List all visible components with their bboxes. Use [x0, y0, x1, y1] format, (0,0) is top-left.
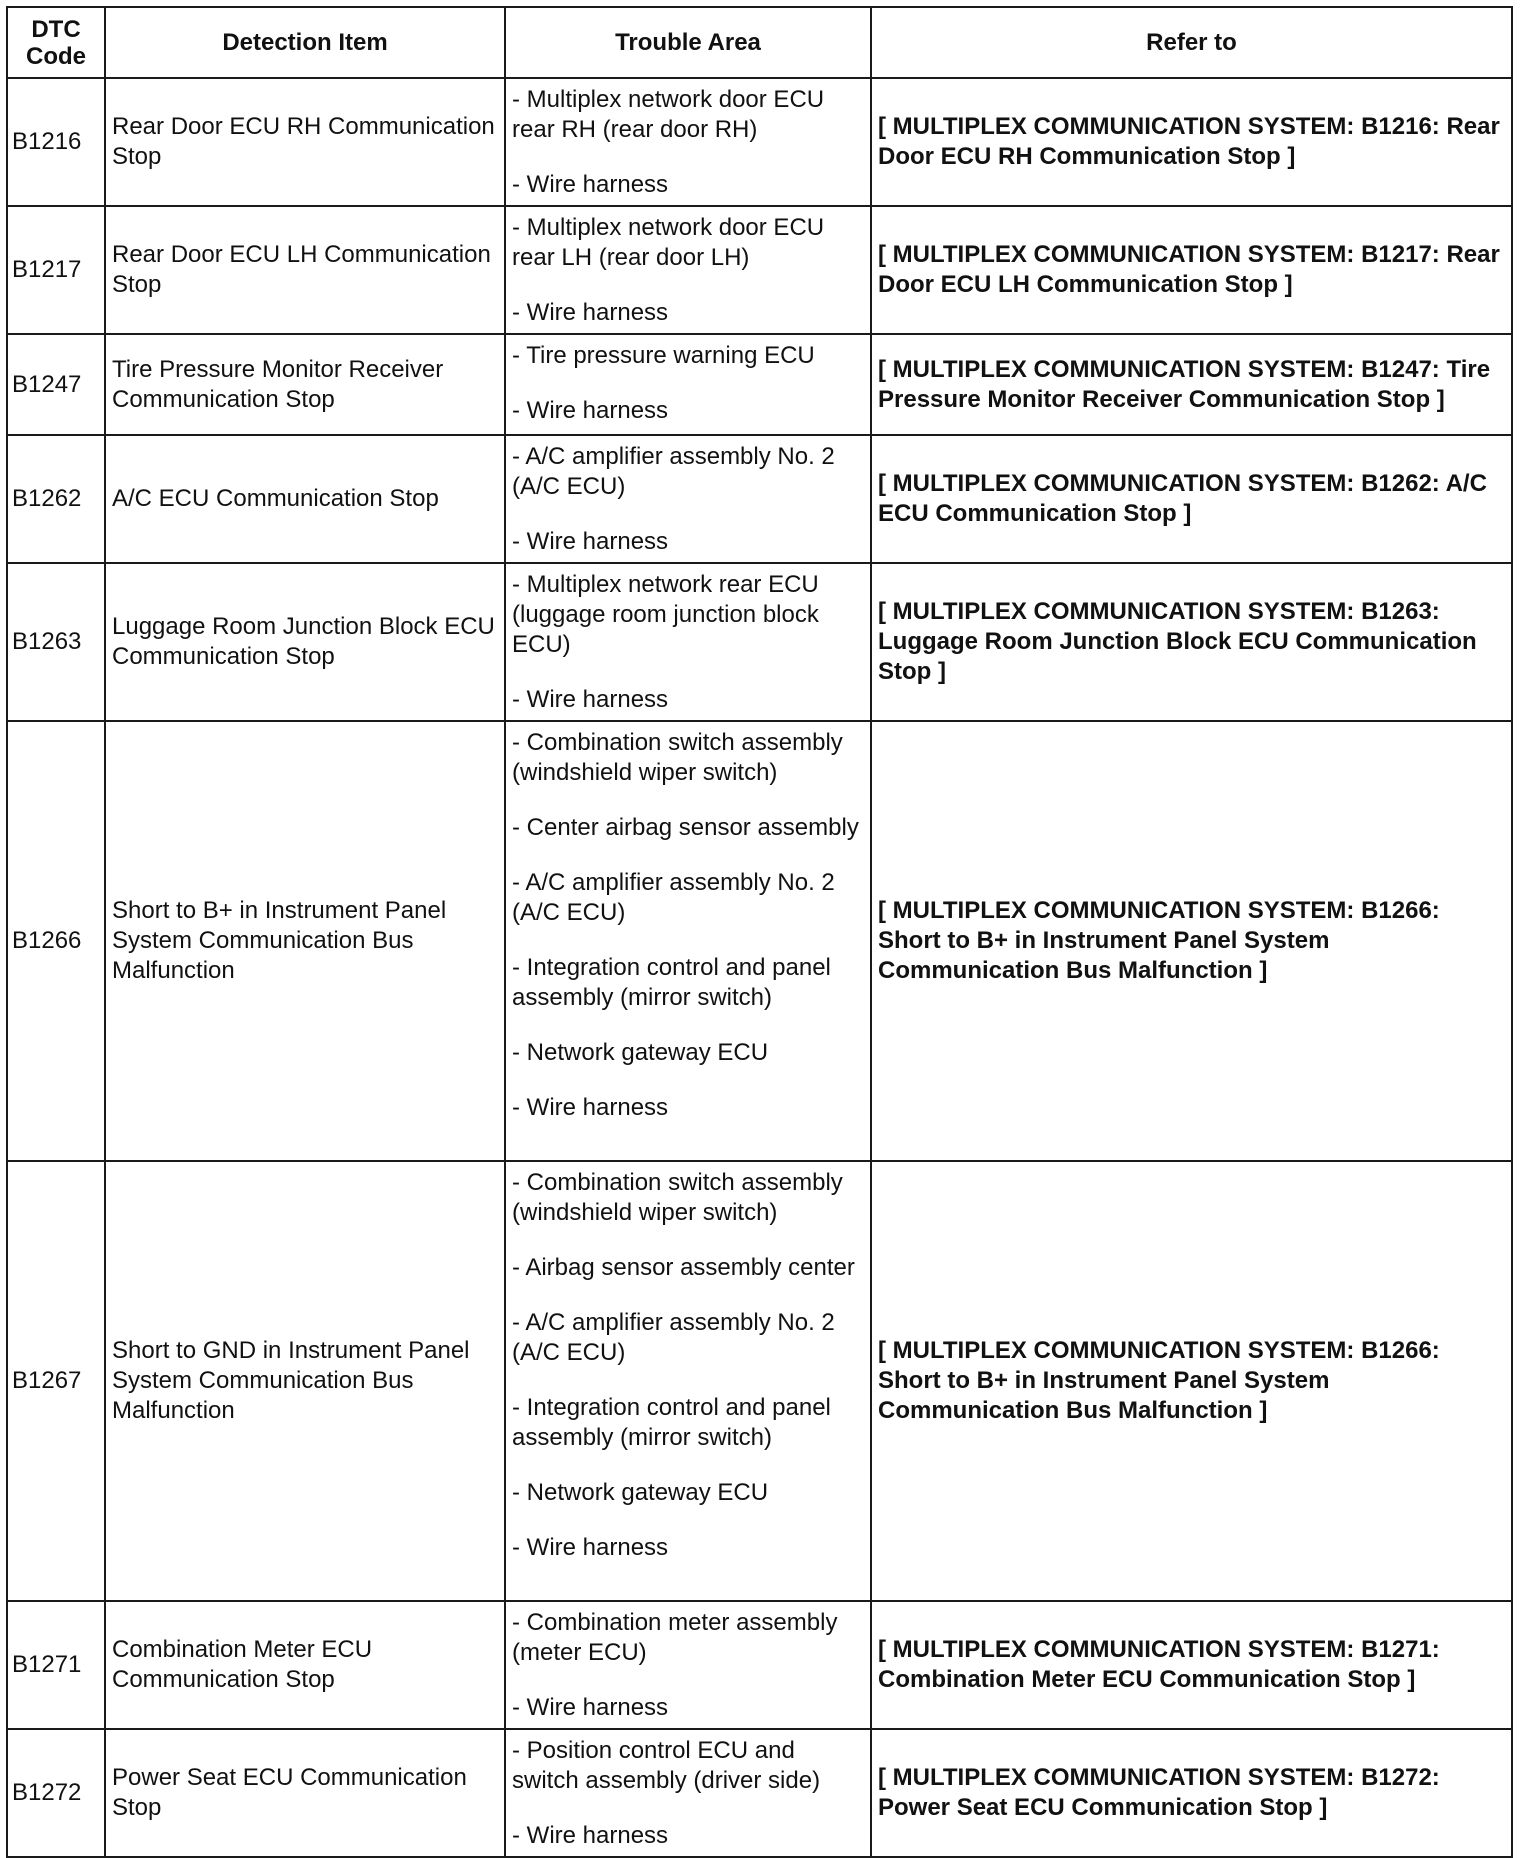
- trouble-area-item: - Network gateway ECU: [512, 1039, 769, 1066]
- detection-item-cell: Rear Door ECU RH Communication Stop: [105, 78, 505, 206]
- trouble-area-item: - A/C amplifier assembly No. 2 (A/C ECU): [512, 1309, 835, 1366]
- trouble-area-cell: [505, 435, 871, 563]
- trouble-area-item: - Wire harness: [512, 528, 669, 555]
- dtc-code-cell: B1216: [7, 78, 105, 206]
- trouble-area-item: - Wire harness: [512, 1094, 669, 1121]
- dtc-code-cell: B1271: [7, 1601, 105, 1729]
- trouble-area-item: - Center airbag sensor assembly: [512, 814, 859, 841]
- trouble-area-item: - Integration control and panel assembly (mirror switch): [512, 1394, 831, 1451]
- header-trouble-area: Trouble Area: [505, 7, 871, 78]
- dtc-code-cell: B1272: [7, 1729, 105, 1857]
- detection-item-cell: Short to GND in Instrument Panel System Communication Bus Malfunction: [105, 1161, 505, 1601]
- table-row: [7, 563, 1512, 721]
- trouble-area-item: - Combination switch assembly (windshield wiper switch): [512, 1169, 843, 1226]
- table-row: [7, 1161, 1512, 1601]
- trouble-area-cell: [505, 1729, 871, 1857]
- trouble-area-item: - Airbag sensor assembly center: [512, 1254, 855, 1281]
- table-body: [7, 78, 1512, 1857]
- trouble-area-item: - Multiplex network rear ECU (luggage room junction block ECU): [512, 571, 819, 658]
- table-row: [7, 1601, 1512, 1729]
- dtc-code-cell: B1217: [7, 206, 105, 334]
- refer-to-link[interactable]: [ MULTIPLEX COMMUNICATION SYSTEM: B1271: Combination Meter ECU Communication Stop ]: [871, 1601, 1512, 1729]
- trouble-area-cell: [505, 206, 871, 334]
- detection-item-cell: Luggage Room Junction Block ECU Communication Stop: [105, 563, 505, 721]
- trouble-area-item: - Wire harness: [512, 1534, 669, 1561]
- header-refer-to: Refer to: [871, 7, 1512, 78]
- detection-item-cell: Short to B+ in Instrument Panel System Communication Bus Malfunction: [105, 721, 505, 1161]
- dtc-code-cell: B1267: [7, 1161, 105, 1601]
- table-row: [7, 721, 1512, 1161]
- trouble-area-item: - Position control ECU and switch assembly (driver side): [512, 1737, 821, 1794]
- trouble-area-cell: [505, 721, 871, 1161]
- dtc-table: [6, 6, 1513, 1858]
- trouble-area-item: - Integration control and panel assembly (mirror switch): [512, 954, 831, 1011]
- table-row: [7, 206, 1512, 334]
- trouble-area-item: - A/C amplifier assembly No. 2 (A/C ECU): [512, 869, 835, 926]
- trouble-area-cell: [505, 1161, 871, 1601]
- trouble-area-item: - Wire harness: [512, 1822, 669, 1849]
- trouble-area-item: - Network gateway ECU: [512, 1479, 769, 1506]
- trouble-area-item: - Multiplex network door ECU rear RH (rear door RH): [512, 86, 825, 143]
- trouble-area-item: - Wire harness: [512, 686, 669, 713]
- trouble-area-cell: [505, 78, 871, 206]
- dtc-code-cell: B1263: [7, 563, 105, 721]
- trouble-area-cell: [505, 334, 871, 435]
- refer-to-link[interactable]: [ MULTIPLEX COMMUNICATION SYSTEM: B1266: Short to B+ in Instrument Panel System Communication Bus Malfunction ]: [871, 1161, 1512, 1601]
- detection-item-cell: Power Seat ECU Communication Stop: [105, 1729, 505, 1857]
- table-row: [7, 1729, 1512, 1857]
- trouble-area-cell: [505, 563, 871, 721]
- trouble-area-item: - Multiplex network door ECU rear LH (rear door LH): [512, 214, 825, 271]
- dtc-table-container: [6, 6, 1511, 1858]
- table-header-row: [7, 7, 1512, 78]
- trouble-area-item: - Wire harness: [512, 299, 669, 326]
- refer-to-link[interactable]: [ MULTIPLEX COMMUNICATION SYSTEM: B1262: A/C ECU Communication Stop ]: [871, 435, 1512, 563]
- trouble-area-item: - A/C amplifier assembly No. 2 (A/C ECU): [512, 443, 835, 500]
- trouble-area-item: - Wire harness: [512, 397, 669, 424]
- table-row: [7, 334, 1512, 435]
- trouble-area-item: - Tire pressure warning ECU: [512, 342, 815, 369]
- table-row: [7, 78, 1512, 206]
- detection-item-cell: Combination Meter ECU Communication Stop: [105, 1601, 505, 1729]
- detection-item-cell: Rear Door ECU LH Communication Stop: [105, 206, 505, 334]
- refer-to-link[interactable]: [ MULTIPLEX COMMUNICATION SYSTEM: B1217: Rear Door ECU LH Communication Stop ]: [871, 206, 1512, 334]
- dtc-code-cell: B1266: [7, 721, 105, 1161]
- dtc-code-cell: B1247: [7, 334, 105, 435]
- trouble-area-item: - Combination meter assembly (meter ECU): [512, 1609, 838, 1666]
- trouble-area-item: - Wire harness: [512, 171, 669, 198]
- refer-to-link[interactable]: [ MULTIPLEX COMMUNICATION SYSTEM: B1272: Power Seat ECU Communication Stop ]: [871, 1729, 1512, 1857]
- trouble-area-item: - Wire harness: [512, 1694, 669, 1721]
- refer-to-link[interactable]: [ MULTIPLEX COMMUNICATION SYSTEM: B1216: Rear Door ECU RH Communication Stop ]: [871, 78, 1512, 206]
- refer-to-link[interactable]: [ MULTIPLEX COMMUNICATION SYSTEM: B1263: Luggage Room Junction Block ECU Communication Stop ]: [871, 563, 1512, 721]
- refer-to-link[interactable]: [ MULTIPLEX COMMUNICATION SYSTEM: B1266: Short to B+ in Instrument Panel System Communication Bus Malfunction ]: [871, 721, 1512, 1161]
- refer-to-link[interactable]: [ MULTIPLEX COMMUNICATION SYSTEM: B1247: Tire Pressure Monitor Receiver Communication Stop ]: [871, 334, 1512, 435]
- trouble-area-cell: [505, 1601, 871, 1729]
- header-detection-item: Detection Item: [105, 7, 505, 78]
- trouble-area-item: - Combination switch assembly (windshield wiper switch): [512, 729, 843, 786]
- table-row: [7, 435, 1512, 563]
- detection-item-cell: Tire Pressure Monitor Receiver Communication Stop: [105, 334, 505, 435]
- detection-item-cell: A/C ECU Communication Stop: [105, 435, 505, 563]
- header-dtc-code: DTC Code: [7, 7, 105, 78]
- dtc-code-cell: B1262: [7, 435, 105, 563]
